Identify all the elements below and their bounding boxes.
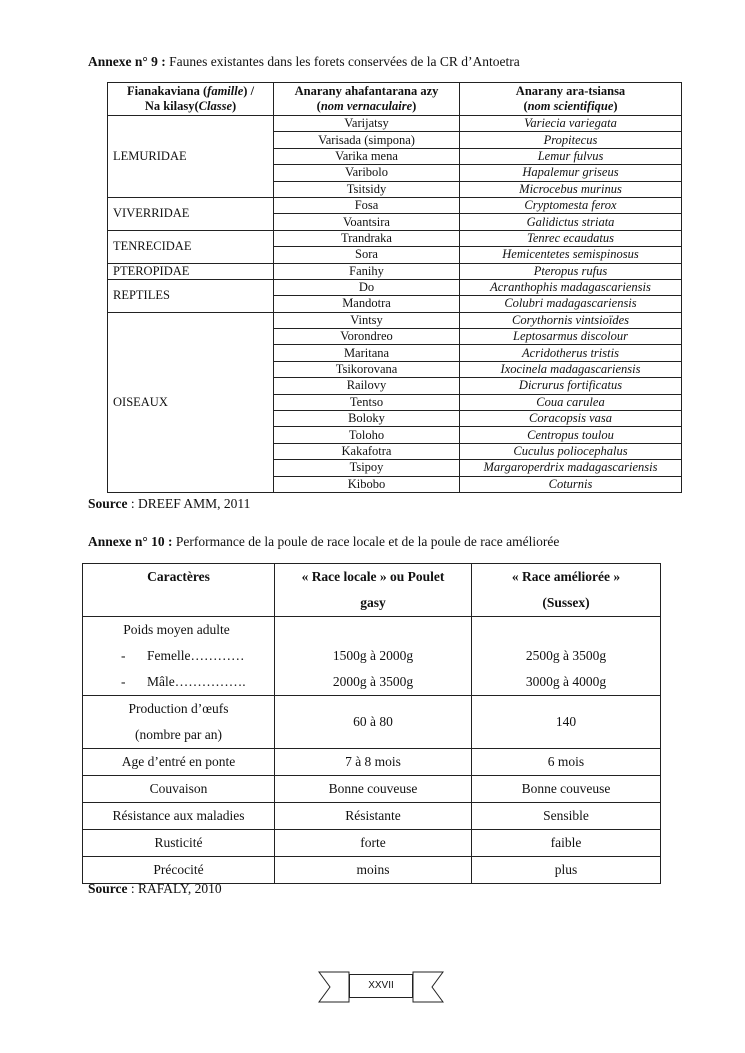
- vernacular-cell: Varisada (simpona): [274, 132, 460, 148]
- scientific-cell: Coturnis: [460, 476, 682, 492]
- fauna-table-header: [108, 83, 682, 116]
- scientific-cell: Cryptomesta ferox: [460, 197, 682, 213]
- poultry-locale-cell: moins: [275, 857, 472, 884]
- header-caracteres: Caractères: [83, 564, 275, 617]
- poultry-table: [82, 563, 661, 884]
- poultry-table-body: [83, 749, 661, 884]
- scientific-cell: Hemicentetes semispinosus: [460, 247, 682, 263]
- poultry-row: [83, 830, 661, 857]
- annexe10-source: [88, 881, 222, 897]
- oeufs-label: Production d’œufs (nombre par an): [83, 696, 275, 749]
- scientific-cell: Acranthophis madagascariensis: [460, 279, 682, 295]
- source-label: Source: [88, 496, 128, 511]
- row-poids: [83, 617, 661, 696]
- source-label: Source: [88, 881, 128, 896]
- annexe9-caption: [88, 54, 520, 70]
- poultry-amelioree-cell: Bonne couveuse: [472, 776, 661, 803]
- scientific-cell: Coua carulea: [460, 394, 682, 410]
- family-cell: OISEAUX: [108, 312, 274, 492]
- poultry-label-cell: Résistance aux maladies: [83, 803, 275, 830]
- vernacular-cell: Tsipoy: [274, 460, 460, 476]
- annexe10-title: Performance de la poule de race locale et de la poule de race améliorée: [175, 534, 560, 549]
- scientific-cell: Centropus toulou: [460, 427, 682, 443]
- fauna-row: [108, 279, 682, 295]
- vernacular-cell: Sora: [274, 247, 460, 263]
- poultry-table-header: [83, 564, 661, 617]
- vernacular-cell: Varijatsy: [274, 116, 460, 132]
- annexe9-source: [88, 496, 250, 512]
- oeufs-amelioree: 140: [472, 696, 661, 749]
- poultry-row: [83, 857, 661, 884]
- source-text: : DREEF AMM, 2011: [127, 496, 251, 511]
- poultry-locale-cell: Bonne couveuse: [275, 776, 472, 803]
- family-cell: REPTILES: [108, 279, 274, 312]
- scientific-cell: Leptosarmus discolour: [460, 329, 682, 345]
- fauna-row: [108, 116, 682, 132]
- family-cell: TENRECIDAE: [108, 230, 274, 263]
- poultry-row: [83, 776, 661, 803]
- vernacular-cell: Mandotra: [274, 296, 460, 312]
- page-number: XXVII: [349, 974, 413, 998]
- fauna-row: [108, 263, 682, 279]
- vernacular-cell: Vorondreo: [274, 329, 460, 345]
- vernacular-cell: Fosa: [274, 197, 460, 213]
- poultry-row: [83, 749, 661, 776]
- poultry-label-cell: Age d’entré en ponte: [83, 749, 275, 776]
- family-cell: VIVERRIDAE: [108, 197, 274, 230]
- poids-label: Poids moyen adulte - Femelle………… - Mâle…………….: [83, 617, 275, 696]
- scientific-cell: Tenrec ecaudatus: [460, 230, 682, 246]
- scientific-cell: Hapalemur griseus: [460, 165, 682, 181]
- vernacular-cell: Fanihy: [274, 263, 460, 279]
- source-text: : RAFALY, 2010: [127, 881, 222, 896]
- vernacular-cell: Maritana: [274, 345, 460, 361]
- vernacular-cell: Varibolo: [274, 165, 460, 181]
- poids-amelioree: 2500g à 3500g 3000g à 4000g: [472, 617, 661, 696]
- poultry-row: [83, 803, 661, 830]
- vernacular-cell: Voantsira: [274, 214, 460, 230]
- annexe9-label: Annexe n° 9 :: [88, 54, 166, 69]
- scientific-cell: Pteropus rufus: [460, 263, 682, 279]
- scientific-cell: Ixocinela madagascariensis: [460, 361, 682, 377]
- header-race-amelioree: « Race améliorée » (Sussex): [472, 564, 661, 617]
- fauna-row: [108, 197, 682, 213]
- vernacular-cell: Tentso: [274, 394, 460, 410]
- vernacular-cell: Do: [274, 279, 460, 295]
- scientific-cell: Dicrurus fortificatus: [460, 378, 682, 394]
- scientific-cell: Margaroperdrix madagascariensis: [460, 460, 682, 476]
- fauna-table-body: [108, 116, 682, 493]
- poultry-locale-cell: Résistante: [275, 803, 472, 830]
- scientific-cell: Propitecus: [460, 132, 682, 148]
- poultry-locale-cell: 7 à 8 mois: [275, 749, 472, 776]
- poultry-label-cell: Rusticité: [83, 830, 275, 857]
- scientific-cell: Colubri madagascariensis: [460, 296, 682, 312]
- scientific-cell: Lemur fulvus: [460, 148, 682, 164]
- family-cell: PTEROPIDAE: [108, 263, 274, 279]
- header-scientific: Anarany ara-tsiansa (nom scientifique): [460, 83, 682, 116]
- vernacular-cell: Vintsy: [274, 312, 460, 328]
- vernacular-cell: Kibobo: [274, 476, 460, 492]
- vernacular-cell: Boloky: [274, 411, 460, 427]
- poultry-label-cell: Précocité: [83, 857, 275, 884]
- poultry-amelioree-cell: faible: [472, 830, 661, 857]
- header-race-locale: « Race locale » ou Poulet gasy: [275, 564, 472, 617]
- vernacular-cell: Tsitsidy: [274, 181, 460, 197]
- poultry-label-cell: Couvaison: [83, 776, 275, 803]
- oeufs-locale: 60 à 80: [275, 696, 472, 749]
- header-vernacular: Anarany ahafantarana azy (nom vernaculaire): [274, 83, 460, 116]
- annexe9-title: Faunes existantes dans les forets conservées de la CR d’Antoetra: [169, 54, 520, 69]
- fauna-table: [107, 82, 682, 493]
- vernacular-cell: Trandraka: [274, 230, 460, 246]
- scientific-cell: Variecia variegata: [460, 116, 682, 132]
- scientific-cell: Corythornis vintsioïdes: [460, 312, 682, 328]
- vernacular-cell: Tsikorovana: [274, 361, 460, 377]
- header-family: Fianakaviana (famille) / Na kilasy(Classe): [108, 83, 274, 116]
- poultry-locale-cell: forte: [275, 830, 472, 857]
- poultry-amelioree-cell: plus: [472, 857, 661, 884]
- annexe10-caption: [88, 534, 559, 550]
- poids-locale: 1500g à 2000g 2000g à 3500g: [275, 617, 472, 696]
- scientific-cell: Acridotherus tristis: [460, 345, 682, 361]
- annexe10-label: Annexe n° 10 :: [88, 534, 173, 549]
- scientific-cell: Cuculus poliocephalus: [460, 443, 682, 459]
- vernacular-cell: Kakafotra: [274, 443, 460, 459]
- row-oeufs: [83, 696, 661, 749]
- scientific-cell: Galidictus striata: [460, 214, 682, 230]
- poultry-amelioree-cell: Sensible: [472, 803, 661, 830]
- poultry-amelioree-cell: 6 mois: [472, 749, 661, 776]
- vernacular-cell: Toloho: [274, 427, 460, 443]
- family-cell: LEMURIDAE: [108, 116, 274, 198]
- scientific-cell: Microcebus murinus: [460, 181, 682, 197]
- vernacular-cell: Varika mena: [274, 148, 460, 164]
- fauna-row: [108, 312, 682, 328]
- vernacular-cell: Railovy: [274, 378, 460, 394]
- fauna-row: [108, 230, 682, 246]
- scientific-cell: Coracopsis vasa: [460, 411, 682, 427]
